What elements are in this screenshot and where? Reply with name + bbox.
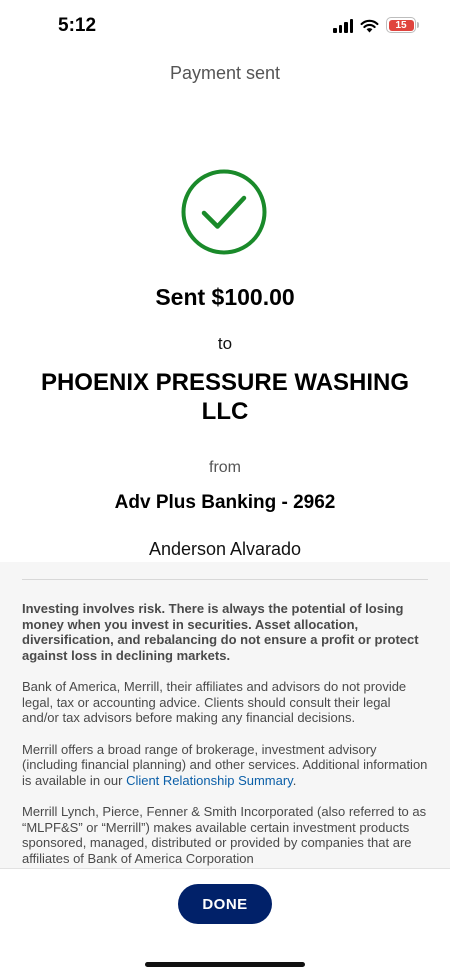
battery-icon <box>386 17 416 33</box>
wifi-icon <box>360 18 379 33</box>
status-icons <box>333 17 416 33</box>
check-circle-icon <box>180 168 268 256</box>
divider <box>22 579 428 580</box>
sent-amount: Sent $100.00 <box>155 284 295 310</box>
disclosure-services-paragraph <box>22 742 428 789</box>
from-label: from <box>209 459 241 476</box>
signal-icon <box>333 18 353 33</box>
disclosure-text <box>22 601 428 868</box>
from-account: Adv Plus Banking - 2962 <box>114 492 336 513</box>
disclosure-services-text: Merrill offers a broad range of brokerage, investment advisory (including financial planning) and other services. Additional information is available in our <box>22 741 428 788</box>
disclosure-services-end: . <box>292 772 297 788</box>
footer <box>0 868 450 975</box>
recipient-name: PHOENIX PRESSURE WASHING LLC <box>40 369 410 425</box>
done-button[interactable]: DONE <box>178 884 272 924</box>
disclosure-advice-paragraph: Bank of America, Merrill, their affiliates and advisors do not provide legal, tax or accounting advice. Clients should consult their legal and/or tax advisors before making any financial decisions. <box>22 679 407 725</box>
sender-name: Anderson Alvarado <box>148 539 302 559</box>
home-indicator[interactable] <box>145 962 305 967</box>
battery-level: 15 <box>389 20 414 31</box>
disclosure-panel[interactable] <box>0 562 450 868</box>
client-relationship-summary-link[interactable]: Client Relationship Summary <box>126 772 293 788</box>
disclosure-mlpfs-paragraph: Merrill Lynch, Pierce, Fenner & Smith Incorporated (also referred to as “MLPF&S” or “Merrill”) makes available certain investment products sponsored, managed, distributed or provided by companies that are affiliates of Bank of America Corporation <box>22 804 427 866</box>
status-time: 5:12 <box>58 15 97 36</box>
to-label: to <box>217 334 233 353</box>
status-bar <box>0 0 450 54</box>
disclosure-risk-paragraph: Investing involves risk. There is always the potential of losing money when you invest in securities. Asset allocation, diversification, and rebalancing do not ensure a profit or protect against loss in declining markets. <box>22 601 419 663</box>
page-title: Payment sent <box>169 63 281 83</box>
